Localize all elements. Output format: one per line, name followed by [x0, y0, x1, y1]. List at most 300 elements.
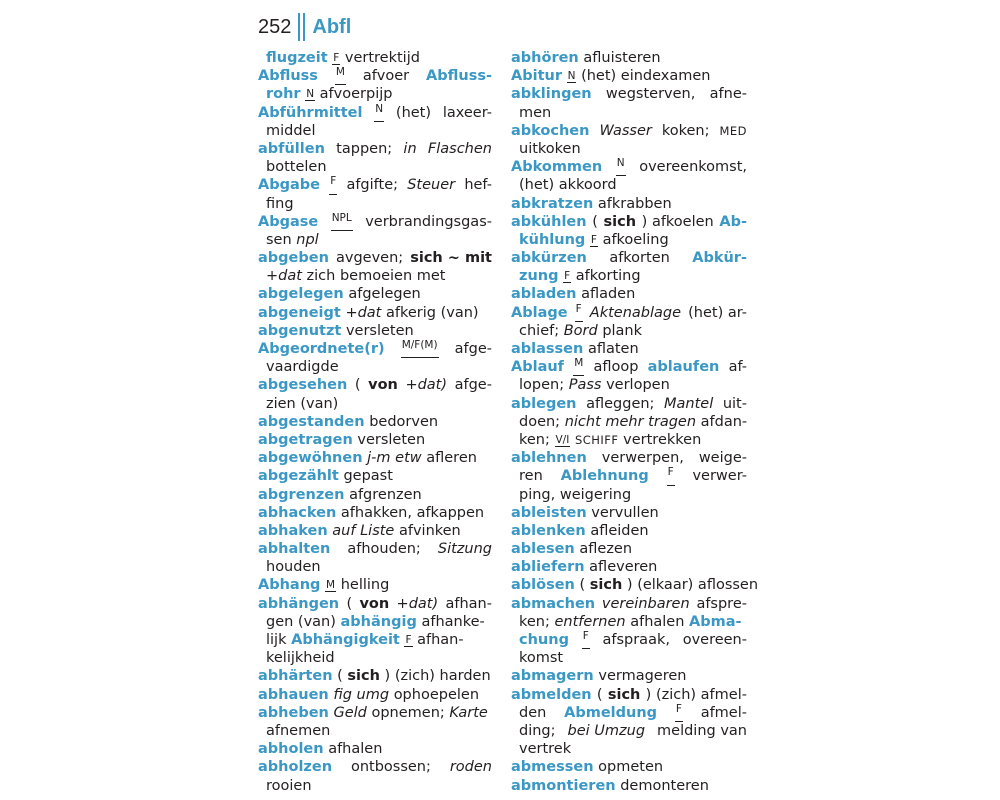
translation-text: weige- — [698, 450, 747, 467]
translation-text: fing — [266, 195, 294, 212]
entry-line — [511, 304, 747, 322]
translation-text: aflaten — [587, 341, 639, 357]
entry-line — [511, 104, 747, 122]
usage-note: Mantel — [664, 395, 714, 412]
usage-note: nicht mehr tragen — [564, 413, 697, 430]
entry-line — [258, 649, 492, 667]
headword: abmagern — [511, 668, 594, 685]
translation-text: komst — [519, 650, 564, 667]
headword: Abfluss — [258, 68, 318, 85]
gender-label: F — [582, 631, 590, 649]
entry-line — [258, 595, 492, 613]
entry-line — [258, 49, 492, 67]
translation-text: middel — [266, 122, 316, 139]
entry-line — [511, 649, 747, 667]
entry-line — [511, 686, 747, 704]
entry-line — [511, 504, 747, 522]
entry-line — [258, 777, 492, 795]
gender-label: F — [333, 52, 340, 64]
translation-text: afkorting — [575, 268, 641, 285]
phrase-text: sich ~ mit — [410, 250, 492, 267]
translation-text: aflezen — [579, 541, 633, 558]
headword: abgenutzt — [258, 322, 342, 339]
gender-label: N — [374, 104, 384, 122]
usage-note: Karte — [449, 704, 488, 721]
translation-text: afge- — [454, 341, 492, 357]
entry-line — [258, 704, 492, 722]
entry-line — [511, 431, 747, 449]
usage-note: bei Umzug — [567, 722, 646, 739]
usage-note: j-m etw — [367, 450, 422, 467]
headword: abfüllen — [258, 140, 325, 157]
translation-text: afdan- — [700, 413, 748, 430]
usage-note: in — [403, 140, 417, 157]
translation-text: versleten — [357, 431, 426, 448]
usage-note: vereinbaren — [601, 595, 690, 612]
gender-label: M — [326, 579, 336, 592]
headword: Abgase — [258, 213, 319, 230]
entry-line — [511, 704, 747, 722]
translation-text: chief; — [519, 322, 560, 339]
usage-note: roden — [449, 759, 492, 776]
usage-note: +dat) — [405, 377, 448, 394]
translation-text: (het) eindexamen — [581, 68, 711, 85]
translation-text: ( — [346, 595, 353, 612]
translation-text: wegsterven, — [605, 86, 696, 103]
usage-note: Flaschen — [427, 140, 492, 157]
headword: abholzen — [258, 759, 333, 776]
translation-text: afleren — [426, 450, 477, 467]
headword: abgrenzen — [258, 486, 345, 503]
entry-line — [511, 449, 747, 467]
headword: kühlung — [519, 231, 586, 248]
entry-line — [511, 176, 747, 194]
translation-text: opnemen; — [371, 704, 445, 721]
entry-line — [258, 740, 492, 758]
entry-line — [511, 376, 747, 394]
translation-text: verwer- — [692, 468, 747, 485]
translation-text: afkoeling — [602, 231, 669, 248]
translation-text: bottelen — [266, 159, 327, 176]
entry-line — [258, 486, 492, 504]
headword: rohr — [266, 86, 301, 103]
domain-label: SCHIFF — [574, 432, 619, 447]
headword: abmontieren — [511, 777, 616, 794]
headword: Ablehnung — [560, 468, 649, 485]
translation-text: afluisteren — [583, 50, 661, 66]
gender-label: NPL — [331, 213, 353, 231]
entry-line — [511, 322, 747, 340]
entry-line — [258, 213, 492, 231]
headword: ablesen — [511, 541, 575, 558]
guide-word: Abfl — [312, 15, 352, 38]
translation-text: vaardigde — [266, 359, 339, 376]
entry-line — [258, 85, 492, 103]
entry-line — [511, 195, 747, 213]
headword: abliefern — [511, 559, 585, 576]
entry-line — [258, 504, 492, 522]
translation-text: bedorven — [369, 413, 439, 430]
headword: abgezählt — [258, 468, 339, 485]
headword: zung — [519, 268, 559, 285]
translation-text: afloop — [593, 359, 639, 376]
headword: abheben — [258, 704, 329, 721]
entry-line — [258, 631, 492, 649]
headword: abhauen — [258, 686, 329, 703]
headword: abhacken — [258, 504, 337, 521]
translation-text: uitkoken — [519, 140, 581, 157]
entry-line — [511, 558, 747, 576]
gender-label: N — [567, 70, 576, 83]
translation-text: afleggen; — [586, 395, 655, 412]
headword: abgeben — [258, 250, 329, 267]
entry-line — [511, 358, 747, 376]
translation-text: plank — [602, 322, 643, 339]
headword: Abgabe — [258, 177, 320, 194]
usage-note: Geld — [333, 704, 367, 721]
translation-text: afleveren — [589, 559, 658, 576]
entry-line — [511, 340, 747, 358]
entry-line — [258, 576, 492, 594]
entry-line — [511, 667, 747, 685]
entry-line — [258, 467, 492, 485]
phrase-text: sich — [589, 577, 623, 594]
gender-label: V/I — [555, 433, 570, 446]
gender-label: N — [306, 88, 315, 101]
gender-label: F — [590, 233, 597, 246]
entry-line — [258, 376, 492, 394]
headword: abgestanden — [258, 413, 365, 430]
translation-text: afkorten — [609, 250, 670, 267]
entry-line — [258, 267, 492, 285]
headword: abmelden — [511, 686, 592, 703]
translation-text: ophoepelen — [393, 686, 480, 703]
translation-text: (het) — [395, 104, 432, 121]
translation-text: ren — [519, 468, 543, 485]
headword: abkratzen — [511, 195, 594, 212]
translation-text: afladen — [581, 286, 636, 303]
headword: abgesehen — [258, 377, 348, 394]
translation-text: afspre- — [696, 595, 747, 612]
usage-note: +dat — [266, 268, 302, 285]
usage-note: npl — [296, 231, 319, 248]
entry-line — [511, 631, 747, 649]
usage-note: auf Liste — [332, 522, 395, 539]
entry-line — [511, 613, 747, 631]
entry-line — [511, 722, 747, 740]
headword: ablassen — [511, 341, 584, 357]
gender-label: F — [329, 176, 337, 194]
entry-line — [511, 140, 747, 158]
translation-text: den — [519, 704, 547, 721]
translation-text: ping, weigering — [519, 486, 632, 503]
translation-text: afnemen — [266, 722, 331, 739]
translation-text: afkrabben — [597, 195, 672, 212]
translation-text: afge- — [454, 377, 492, 394]
translation-text: (het) ar- — [688, 304, 747, 321]
gender-label: M/F(M) — [401, 340, 439, 358]
entry-line — [258, 67, 492, 85]
phrase-text: von — [368, 377, 398, 394]
translation-text: afvinken — [398, 522, 461, 539]
usage-note: Bord — [563, 322, 598, 339]
headword: abladen — [511, 286, 577, 303]
headword: ablenken — [511, 522, 586, 539]
entry-line — [511, 777, 747, 795]
entry-line — [258, 195, 492, 213]
translation-text: afmel- — [700, 704, 747, 721]
headword: ablegen — [511, 395, 577, 412]
headword: Ablauf — [511, 359, 564, 376]
entry-line — [258, 431, 492, 449]
gender-label: F — [675, 704, 683, 722]
translation-text: vertrekken — [623, 431, 702, 448]
translation-text: rooien — [266, 777, 312, 794]
entry-line — [258, 104, 492, 122]
translation-text: verbrandingsgas- — [365, 213, 492, 230]
header-divider — [298, 13, 305, 41]
translation-text: afhouden; — [347, 541, 421, 558]
headword: Abhängigkeit — [291, 632, 400, 648]
entry-line — [511, 213, 747, 231]
usage-note: Steuer — [407, 177, 456, 194]
headword: Abführmittel — [258, 104, 363, 121]
usage-note: +dat) — [396, 595, 439, 612]
phrase-text: sich — [603, 213, 637, 230]
headword: abhängen — [258, 595, 340, 612]
headword: Abhang — [258, 577, 321, 594]
entry-line — [511, 231, 747, 249]
translation-text: afhanke- — [421, 613, 485, 630]
translation-text: ) (zich) harden — [384, 668, 491, 685]
headword: abgeneigt — [258, 304, 341, 321]
entry-line — [511, 576, 759, 594]
entry-line — [258, 522, 492, 540]
headword: Abkür- — [692, 250, 747, 267]
translation-text: vertrek — [519, 741, 572, 758]
translation-text: ontbossen; — [350, 759, 431, 776]
entry-line — [258, 540, 492, 558]
translation-text: afgrenzen — [349, 486, 422, 503]
translation-text: overeen- — [682, 632, 747, 648]
headword: flugzeit — [266, 50, 328, 66]
page-number: 252 — [258, 15, 292, 38]
translation-text: afhan- — [445, 595, 492, 612]
translation-text: ) afkoelen — [641, 213, 714, 230]
entry-line — [511, 522, 747, 540]
entry-line — [258, 285, 492, 303]
entry-line — [511, 413, 747, 431]
entry-line — [258, 231, 492, 249]
translation-text: ken; — [519, 613, 550, 630]
translation-text: ( — [596, 686, 603, 703]
translation-text: hef- — [464, 177, 492, 194]
translation-text: ( — [354, 377, 361, 394]
translation-text: zich bemoeien met — [306, 268, 446, 285]
translation-text: avgeven; — [335, 250, 404, 267]
translation-text: ding; — [519, 722, 556, 739]
translation-text: afvoerpijp — [319, 86, 393, 103]
entry-line — [511, 285, 747, 303]
translation-text: gepast — [343, 468, 393, 485]
translation-text: af- — [728, 359, 747, 376]
usage-note: Sitzung — [437, 541, 492, 558]
translation-text: (het) akkoord — [519, 177, 617, 194]
headword: Abitur — [511, 68, 562, 85]
headword: abmessen — [511, 759, 594, 776]
translation-text: uit- — [722, 395, 747, 412]
headword: abhärten — [258, 668, 333, 685]
headword: Ablage — [511, 304, 568, 321]
domain-label: MED — [719, 123, 747, 138]
headword: ableisten — [511, 504, 587, 521]
translation-text: helling — [340, 577, 390, 594]
translation-text: afkerig (van) — [385, 304, 479, 321]
entry-line — [258, 358, 492, 376]
headword: abhaken — [258, 522, 328, 539]
entry-line — [511, 249, 747, 267]
usage-note: Wasser — [599, 122, 652, 139]
translation-text: sen — [266, 231, 292, 248]
headword: abhören — [511, 50, 579, 66]
translation-text: gen (van) — [266, 613, 336, 630]
headword: abhängig — [340, 613, 417, 630]
usage-note: +dat — [345, 304, 382, 321]
headword: chung — [519, 632, 569, 648]
gender-label: F — [667, 467, 675, 485]
entry-line — [258, 758, 492, 776]
translation-text: ( — [592, 213, 598, 230]
entry-line — [511, 540, 747, 558]
translation-text: afleiden — [590, 522, 649, 539]
phrase-text: sich — [607, 686, 641, 703]
entry-line — [511, 740, 747, 758]
translation-text: vervullen — [591, 504, 659, 521]
translation-text: lijk — [266, 632, 287, 648]
gender-label: N — [616, 158, 626, 176]
entry-line — [258, 249, 492, 267]
translation-text: doen; — [519, 413, 561, 430]
usage-note: Aktenablage — [589, 304, 682, 321]
translation-text: lopen; — [519, 377, 565, 394]
entry-line — [258, 322, 492, 340]
entry-line — [258, 722, 492, 740]
translation-text: afspraak, — [602, 632, 670, 648]
entry-line — [511, 758, 747, 776]
gender-label: F — [564, 270, 571, 283]
entry-line — [258, 686, 492, 704]
headword: Abkommen — [511, 159, 603, 176]
gender-label: F — [575, 304, 583, 322]
page-header — [258, 9, 351, 45]
headword: abhalten — [258, 541, 331, 558]
entry-line — [511, 49, 747, 67]
translation-text: houden — [266, 559, 321, 576]
right-column — [511, 49, 759, 795]
translation-text: men — [519, 104, 552, 121]
translation-text: vermageren — [598, 668, 687, 685]
entry-line — [258, 122, 492, 140]
headword: abgelegen — [258, 286, 344, 303]
translation-text: ( — [579, 577, 586, 594]
headword: abholen — [258, 741, 324, 758]
entry-line — [258, 413, 492, 431]
entry-line — [258, 667, 492, 685]
headword: abklingen — [511, 86, 592, 103]
entry-line — [258, 449, 492, 467]
entry-line — [511, 158, 747, 176]
translation-text: afne- — [709, 86, 747, 103]
translation-text: afhakken, afkappen — [340, 504, 485, 521]
translation-text: kelijkheid — [266, 650, 335, 667]
headword: Abmeldung — [564, 704, 658, 721]
translation-text: ) (zich) afmel- — [645, 686, 747, 703]
entry-line — [258, 613, 492, 631]
translation-text: overeenkomst, — [639, 159, 747, 176]
entry-line — [258, 304, 492, 322]
entry-line — [258, 395, 492, 413]
entry-line — [258, 158, 492, 176]
translation-text: zien (van) — [266, 395, 339, 412]
translation-text: demonteren — [620, 777, 709, 794]
translation-text: afgelegen — [348, 286, 421, 303]
entry-line — [511, 67, 747, 85]
translation-text: vertrektijd — [344, 50, 420, 66]
translation-text: ken; — [519, 431, 550, 448]
entry-line — [511, 267, 747, 285]
translation-text: afhan- — [417, 632, 464, 648]
entry-line — [511, 395, 747, 413]
left-column — [258, 49, 492, 795]
translation-text: afhalen — [630, 613, 685, 630]
entry-line — [511, 595, 747, 613]
entry-line — [258, 176, 492, 194]
translation-text: afhalen — [328, 741, 383, 758]
headword: Abfluss- — [426, 68, 492, 85]
translation-text: ) (elkaar) aflossen — [626, 577, 759, 594]
headword: Abgeordnete(r) — [258, 341, 385, 357]
entry-line — [511, 467, 747, 485]
usage-note: entfernen — [554, 613, 626, 630]
headword: Abma- — [689, 613, 742, 630]
headword: abkühlen — [511, 213, 587, 230]
gender-label: F — [405, 634, 412, 646]
translation-text: opmeten — [598, 759, 664, 776]
headword: abkochen — [511, 122, 590, 139]
headword: abkürzen — [511, 250, 587, 267]
headword: abgetragen — [258, 431, 353, 448]
translation-text: laxeer- — [442, 104, 492, 121]
translation-text: melding van — [657, 722, 747, 739]
gender-label: M — [573, 358, 584, 376]
headword: Ab- — [719, 213, 747, 230]
usage-note: fig umg — [333, 686, 390, 703]
entry-line — [258, 140, 492, 158]
translation-text: verlopen — [606, 377, 670, 394]
headword: ablehnen — [511, 450, 587, 467]
phrase-text: sich — [347, 668, 380, 685]
translation-text: ( — [337, 668, 343, 685]
phrase-text: von — [359, 595, 390, 612]
headword: ablaufen — [647, 359, 720, 376]
entry-line — [511, 122, 747, 140]
entry-line — [511, 486, 747, 504]
entry-line — [258, 558, 492, 576]
translation-text: afvoer — [362, 68, 410, 85]
translation-text: tappen; — [336, 140, 393, 157]
translation-text: versleten — [345, 322, 414, 339]
headword: abgewöhnen — [258, 450, 363, 467]
